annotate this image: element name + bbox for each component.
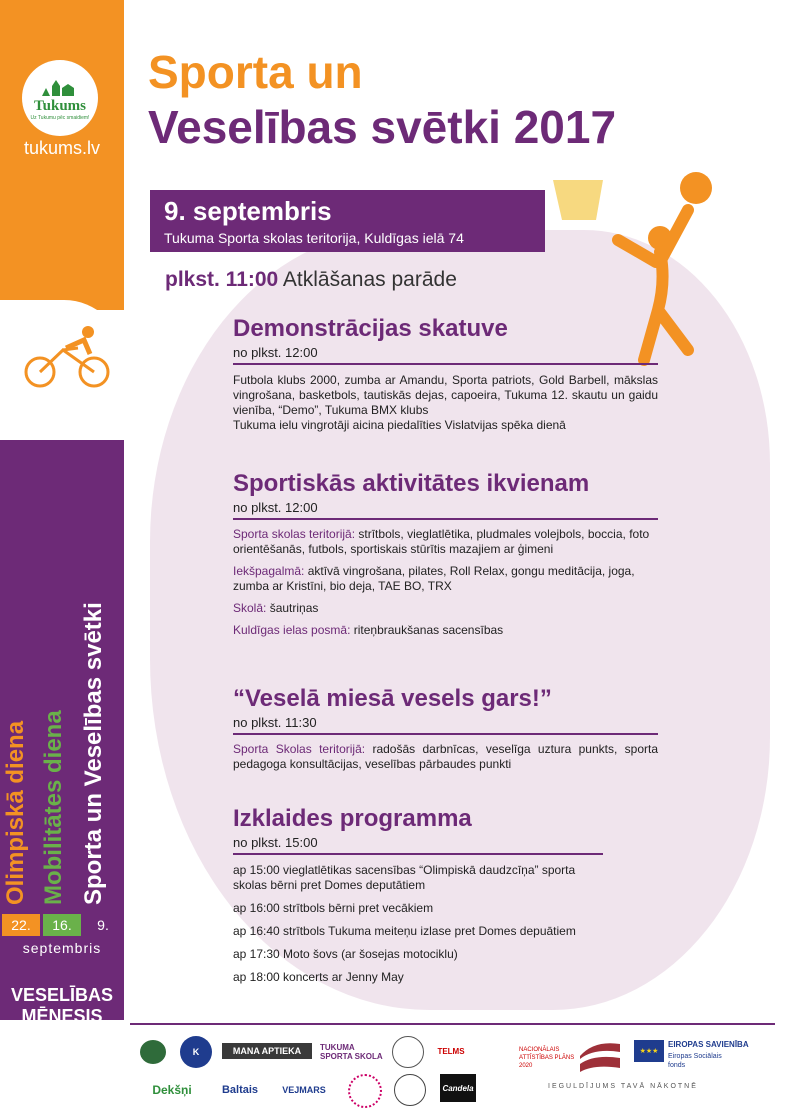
tukums-coat-of-arms-icon [140,1040,166,1064]
activity-list: šautriņas [266,601,319,615]
circle-logo-icon [348,1074,382,1108]
section-divider [233,733,658,735]
section-entertainment [233,805,658,985]
program-event: ap 18:00 koncerts ar Jenny May [233,970,404,984]
site-url[interactable]: tukums.lv [23,138,101,158]
sponsor-logo: Baltais [221,1084,259,1096]
activity-list: strītbols, vieglatlētika, pludmales volejbols, boccia, foto orientēšanās, futbols, sportiskais stūrītis mazajiem ar ģimeni [233,527,650,556]
demo-invitation: Tukuma ielu vingrotāji aicina piedalīties Vislatvijas spēka dienā [233,418,566,432]
activity-list: aktīvā vingrošana, pilates, Roll Relax, gongu meditācija, joga, zumba ar Kristīni, bio deja, TAE BO, TRX [233,564,635,593]
sponsor-logo: TELMS [437,1046,465,1056]
logo-text: Tukums [34,97,86,114]
activity-item [233,623,658,638]
triangle-logo-icon [394,1074,426,1106]
program-event: ap 16:40 strītbols Tukuma meiteņu izlase pret Domes depuātiem [233,924,576,938]
sponsor-logo: TUKUMA SPORTA SKOLA [320,1043,383,1061]
section-time: no plkst. 15:00 [233,835,318,850]
section-time: no plkst. 12:00 [233,500,318,515]
date-olympic: 22. [2,914,40,936]
eu-label: EIROPAS SAVIENĪBA [668,1040,749,1049]
activity-item [233,742,658,772]
section-title: Demonstrācijas skatuve [233,315,508,342]
eu-flag-icon: ★★★ [634,1040,664,1062]
activity-location: Iekšpagalmā: [233,564,305,578]
program-event: ap 17:30 Moto šovs (ar šosejas motociklu) [233,947,458,961]
esf-label: Eiropas Sociālais fonds [668,1053,722,1069]
section-healthy-body [233,685,658,772]
section-title: Sportiskās aktivitātes ikvienam [233,470,590,497]
health-month-line1: VESELĪBAS [10,985,114,1005]
program-event: ap 16:00 strītbols bērni pret vecākiem [233,901,434,915]
footer-divider [130,1023,775,1025]
activity-item [233,601,658,616]
month-label: septembris [22,940,102,956]
athletics-club-logo-icon: K [180,1036,212,1068]
activity-location: Skolā: [233,601,267,615]
date-banner [150,190,545,252]
activity-item [233,564,658,594]
activity-item [233,527,658,557]
program-event: ap 15:00 vieglatlētikas sacensības “Olimpiskā daudzcīņa” sporta skolas bērni pret Domes deputātiem [233,863,576,892]
investment-slogan: IEGULDĪJUMS TAVĀ NĀKOTNĒ [548,1083,698,1090]
national-plan-label: NACIONĀLAIS ATTĪSTĪBAS PLĀNS 2020 [519,1047,575,1069]
activity-location: Sporta Skolas teritorijā: [233,742,366,756]
sidebar [0,0,124,1026]
activity-location: Sporta skolas teritorijā: [233,527,356,541]
sponsor-logo: VEJMARS [282,1085,326,1095]
date-mobility: 16. [43,914,81,936]
vertical-label-health-festival: Sporta un Veselības svētki [80,602,107,905]
sponsor-logo: MANA APTIEKA [222,1043,312,1059]
health-month-label [0,985,124,1027]
section-divider [233,363,658,365]
cyclist-icon [18,320,118,390]
section-demo-stage [233,315,658,433]
demo-participants: Futbola klubs 2000, zumba ar Amandu, Sporta patriots, Gold Barbell, mākslas vingrošana, basketbols, tautiskās dejas, capoeira, Tukuma 12. skautu un gaidu vienība, “Demo”, Tukuma BMX klubs [233,373,658,417]
sponsor-logo: Dekšņi [152,1083,192,1097]
tukums-logo [22,60,98,136]
opening-parade [165,268,457,292]
opening-time: plkst. 11:00 [165,268,279,291]
vertical-label-olympic-day: Olimpiskā diena [2,720,29,905]
section-sport-activities [233,470,658,638]
opening-label: Atklāšanas parāde [282,268,457,291]
event-date: 9. septembris [164,196,332,226]
title-line1: Sporta un [148,46,363,98]
date-health: 9. [84,914,122,936]
section-title: Izklaides programma [233,805,472,832]
badge-logo-icon [392,1036,424,1068]
activity-location: Kuldīgas ielas posmā: [233,623,351,637]
title-line2: Veselības svētki 2017 [148,101,617,153]
event-location: Tukuma Sporta skolas teritorija, Kuldīgas ielā 74 [164,230,464,246]
section-time: no plkst. 11:30 [233,715,317,730]
vertical-label-mobility-day: Mobilitātes diena [40,710,67,905]
health-month-line2: MĒNESIS [21,1006,103,1026]
town-skyline-icon [40,76,80,98]
logo-tagline: Uz Tukumu pēc smaidiem! [30,114,90,121]
section-title: “Veselā miesā vesels gars!” [233,685,552,712]
section-divider [233,518,658,520]
section-divider [233,853,603,855]
dates-block [2,914,122,956]
activity-list: radošās darbnīcas, veselīga uztura punkts, sporta pedagoga konsultācijas, veselības pārbaudes punkti [233,742,658,771]
activity-list: riteņbraukšanas sacensības [350,623,504,637]
sponsor-logo: Candela [440,1074,476,1102]
latvia-flag-icon [578,1038,622,1074]
section-time: no plkst. 12:00 [233,345,318,360]
